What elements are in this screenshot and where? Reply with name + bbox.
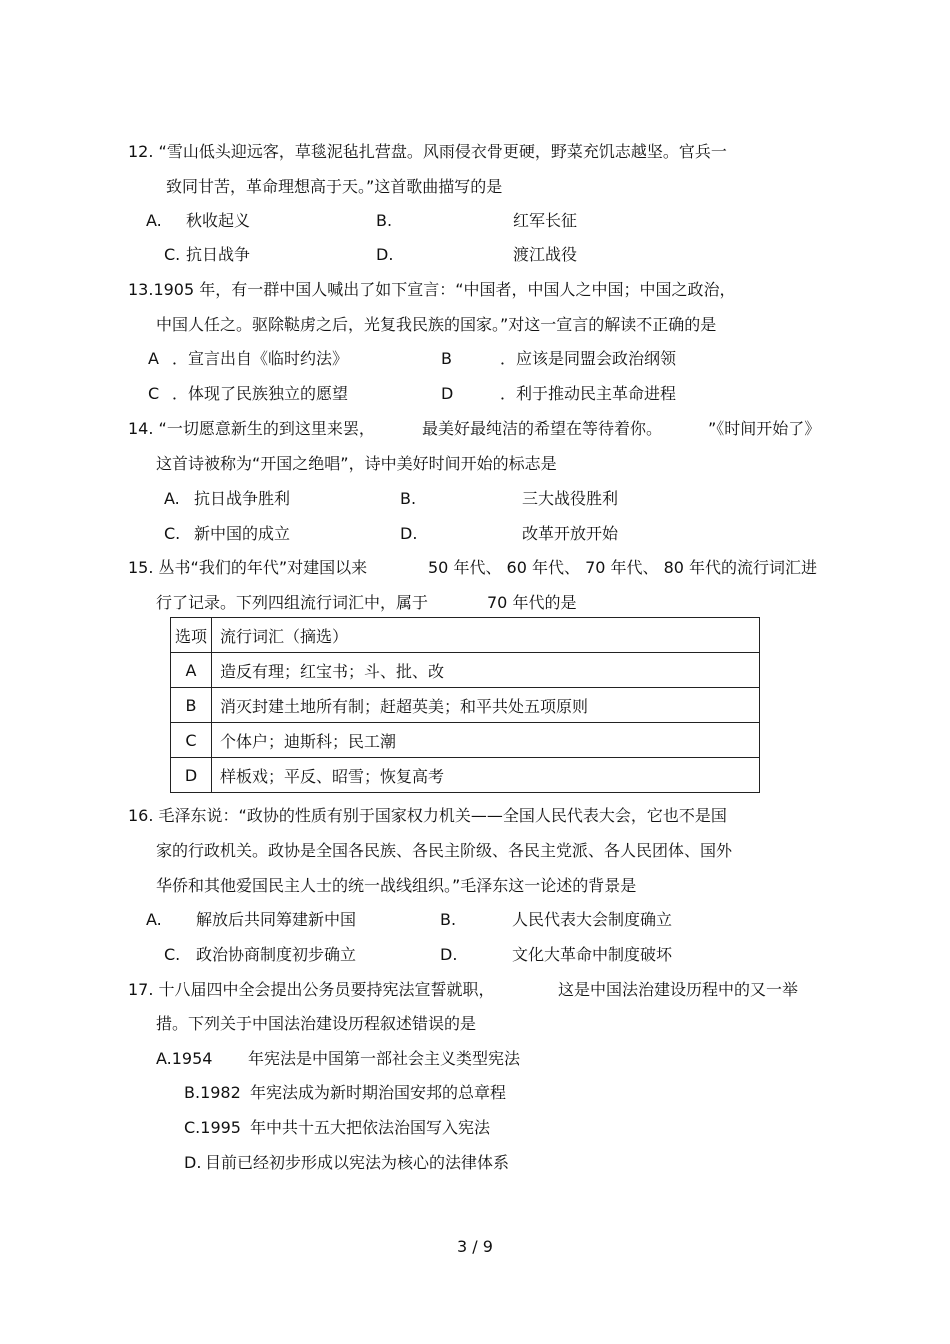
q12-option-c-text: 抗日战争 bbox=[186, 245, 251, 264]
q14-stem-line1-part3: ”《时间开始了》 bbox=[708, 419, 821, 438]
q17-stem-line1-part1: 17. 十八届四中全会提出公务员要持宪法宣誓就职， bbox=[128, 980, 495, 999]
q13-option-d-text: ．利于推动民主革命进程 bbox=[500, 384, 677, 403]
q12-stem-line2: 致同甘苦，革命理想高于天。”这首歌曲描写的是 bbox=[166, 177, 503, 196]
q16-option-b-key: B. bbox=[440, 910, 457, 929]
q17-option-d-text: 目前已经初步形成以宪法为核心的法律体系 bbox=[205, 1153, 510, 1172]
table-cell-option: B bbox=[171, 688, 212, 723]
q14-option-b-key: B. bbox=[400, 489, 417, 508]
q13-option-c-text: ．体现了民族独立的愿望 bbox=[172, 384, 349, 403]
table-cell-words: 个体户；迪斯科；民工潮 bbox=[212, 723, 760, 758]
q16-option-d-text: 文化大革命中制度破坏 bbox=[512, 945, 673, 964]
page-number: 3 / 9 bbox=[457, 1237, 493, 1256]
q14-option-c-key: C. bbox=[164, 524, 181, 543]
q17-option-b-text: 年宪法成为新时期治国安邦的总章程 bbox=[250, 1083, 507, 1102]
q15-stem-line1-part2: 50 年代、 60 年代、 70 年代、 80 年代的流行词汇进 bbox=[428, 558, 818, 577]
q17-stem-line1-part2: 这是中国法治建设历程中的又一举 bbox=[558, 980, 799, 999]
q14-option-b-text: 三大战役胜利 bbox=[522, 489, 619, 508]
q14-option-d-key: D. bbox=[400, 524, 418, 543]
q14-option-a-key: A. bbox=[164, 489, 180, 508]
vocabulary-table bbox=[170, 617, 760, 793]
table-header-cell: 流行词汇（摘选） bbox=[212, 618, 760, 653]
q12-stem-line1: 12. “雪山低头迎远客，草毯泥毡扎营盘。风雨侵衣骨更硬，野菜充饥志越坚。官兵一 bbox=[128, 142, 727, 161]
q13-option-a-text: ．宣言出自《临时约法》 bbox=[172, 349, 349, 368]
q17-option-c-key: C.1995 bbox=[184, 1118, 241, 1137]
q13-option-a-key: A bbox=[148, 349, 159, 368]
q13-stem-line1: 13.1905 年，有一群中国人喊出了如下宣言：“中国者，中国人之中国；中国之政治， bbox=[128, 280, 736, 299]
q16-option-d-key: D. bbox=[440, 945, 458, 964]
q16-option-b-text: 人民代表大会制度确立 bbox=[512, 910, 673, 929]
q13-option-b-text: ．应该是同盟会政治纲领 bbox=[500, 349, 677, 368]
q14-option-c-text: 新中国的成立 bbox=[194, 524, 291, 543]
q13-stem-line2: 中国人任之。驱除鞑虏之后，光复我民族的国家。”对这一宣言的解读不正确的是 bbox=[156, 315, 717, 334]
q12-option-b-key: B. bbox=[376, 211, 393, 230]
q16-option-a-key: A. bbox=[146, 910, 162, 929]
q17-option-d-key: D. bbox=[184, 1153, 202, 1172]
q16-option-a-text: 解放后共同筹建新中国 bbox=[196, 910, 357, 929]
table-cell-words: 样板戏；平反、昭雪；恢复高考 bbox=[212, 758, 760, 793]
q16-stem-line1: 16. 毛泽东说：“政协的性质有别于国家权力机关——全国人民代表大会，它也不是国 bbox=[128, 806, 727, 825]
q12-option-c-key: C. bbox=[164, 245, 181, 264]
q13-option-d-key: D bbox=[441, 384, 454, 403]
q15-stem-line2-part2: 70 年代的是 bbox=[487, 593, 577, 612]
q16-stem-line2: 家的行政机关。政协是全国各民族、各民主阶级、各民主党派、各人民团体、国外 bbox=[156, 841, 733, 860]
q16-option-c-text: 政治协商制度初步确立 bbox=[196, 945, 357, 964]
q15-stem-line2-part1: 行了记录。下列四组流行词汇中，属于 bbox=[156, 593, 429, 612]
q17-option-a-key: A.1954 bbox=[156, 1049, 213, 1068]
q12-option-b-text: 红军长征 bbox=[513, 211, 578, 230]
q13-option-c-key: C bbox=[148, 384, 160, 403]
table-row bbox=[171, 653, 760, 688]
q12-option-d-text: 渡江战役 bbox=[513, 245, 578, 264]
table-header-row bbox=[171, 618, 760, 653]
q17-option-c-text: 年中共十五大把依法治国写入宪法 bbox=[250, 1118, 491, 1137]
q12-option-d-key: D. bbox=[376, 245, 394, 264]
table-row bbox=[171, 758, 760, 793]
q14-stem-line1-part1: 14. “一切愿意新生的到这里来罢， bbox=[128, 419, 375, 438]
table-header-cell: 选项 bbox=[171, 618, 212, 653]
table-row bbox=[171, 688, 760, 723]
table-cell-words: 消灭封建土地所有制；赶超英美；和平共处五项原则 bbox=[212, 688, 760, 723]
table-cell-option: A bbox=[171, 653, 212, 688]
table-cell-words: 造反有理；红宝书；斗、批、改 bbox=[212, 653, 760, 688]
q14-stem-line2: 这首诗被称为“开国之绝唱”，诗中美好时间开始的标志是 bbox=[156, 454, 557, 473]
q17-stem-line2: 措。下列关于中国法治建设历程叙述错误的是 bbox=[156, 1014, 477, 1033]
q14-option-d-text: 改革开放开始 bbox=[522, 524, 619, 543]
q17-option-b-key: B.1982 bbox=[184, 1083, 241, 1102]
q16-stem-line3: 华侨和其他爱国民主人士的统一战线组织。”毛泽东这一论述的背景是 bbox=[156, 876, 637, 895]
q12-option-a-text: 秋收起义 bbox=[186, 211, 251, 230]
table-cell-option: C bbox=[171, 723, 212, 758]
q14-stem-line1-part2: 最美好最纯洁的希望在等待着你。 bbox=[422, 419, 663, 438]
q12-option-a-key: A. bbox=[146, 211, 162, 230]
q13-option-b-key: B bbox=[441, 349, 452, 368]
q17-option-a-text: 年宪法是中国第一部社会主义类型宪法 bbox=[248, 1049, 521, 1068]
q14-option-a-text: 抗日战争胜利 bbox=[194, 489, 291, 508]
table-cell-option: D bbox=[171, 758, 212, 793]
table-row bbox=[171, 723, 760, 758]
q15-stem-line1-part1: 15. 丛书“我们的年代”对建国以来 bbox=[128, 558, 368, 577]
q16-option-c-key: C. bbox=[164, 945, 181, 964]
